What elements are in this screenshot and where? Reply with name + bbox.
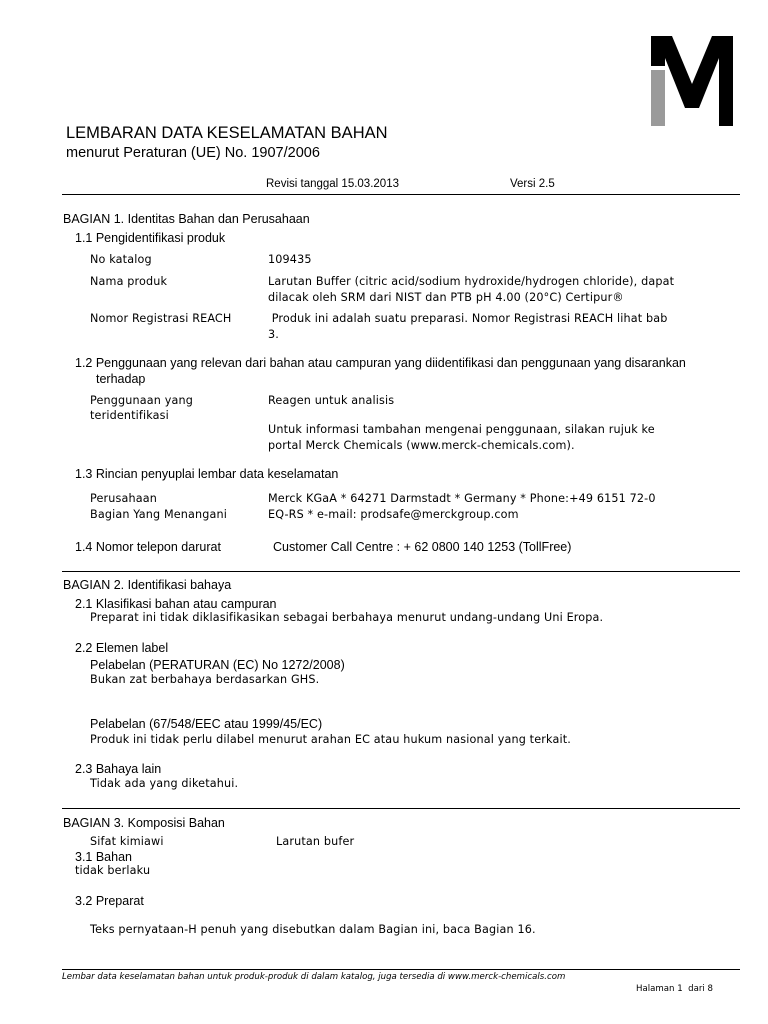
document-subtitle: menurut Peraturan (UE) No. 1907/2006 xyxy=(66,145,320,161)
identified-use-value: Reagen untuk analisis xyxy=(268,394,395,407)
subsection-1-1-heading: 1.1 Pengidentifikasi produk xyxy=(75,231,226,245)
section-1-divider xyxy=(62,571,740,572)
product-name-line-1: Larutan Buffer (citric acid/sodium hydroxide/hydrogen chloride), dapat xyxy=(268,275,675,288)
classification-text: Preparat ini tidak diklasifikasikan sebagai berbahaya menurut undang-undang Uni Eropa. xyxy=(90,611,604,624)
subsection-1-2-heading-line-2: terhadap xyxy=(96,372,146,386)
subsection-2-2-heading: 2.2 Elemen label xyxy=(75,641,169,655)
subsection-2-3-heading: 2.3 Bahaya lain xyxy=(75,762,162,776)
company-value: Merck KGaA * 64271 Darmstadt * Germany * Phone:+49 6151 72-0 xyxy=(268,492,656,505)
section-1-heading: BAGIAN 1. Identitas Bahan dan Perusahaan xyxy=(63,212,310,226)
mixture-text: Teks pernyataan-H penuh yang disebutkan dalam Bagian ini, baca Bagian 16. xyxy=(90,923,536,936)
chemical-nature-value: Larutan bufer xyxy=(276,835,355,848)
department-value: EQ-RS * e-mail: prodsafe@merckgroup.com xyxy=(268,508,519,521)
subsection-1-4-heading: 1.4 Nomor telepon darurat xyxy=(75,540,221,554)
merck-logo-icon xyxy=(650,36,734,126)
department-label: Bagian Yang Menangani xyxy=(90,508,228,521)
labelling-clp-text: Bukan zat berbahaya berdasarkan GHS. xyxy=(90,673,320,686)
reach-value-line-1: Produk ini adalah suatu preparasi. Nomor Registrasi REACH lihat bab xyxy=(268,312,668,325)
subsection-2-1-heading: 2.1 Klasifikasi bahan atau campuran xyxy=(75,597,277,611)
merck-logo xyxy=(650,36,734,126)
chemical-nature-label: Sifat kimiawi xyxy=(90,835,164,848)
labelling-dsd-text: Produk ini tidak perlu dilabel menurut arahan EC atau hukum nasional yang terkait. xyxy=(90,733,571,746)
header-divider xyxy=(62,194,740,195)
document-title: LEMBARAN DATA KESELAMATAN BAHAN xyxy=(66,124,388,142)
emergency-phone: Customer Call Centre : + 62 0800 140 1253 (TollFree) xyxy=(273,540,572,554)
reach-label: Nomor Registrasi REACH xyxy=(90,312,232,325)
catalog-label: No katalog xyxy=(90,253,152,266)
section-2-heading: BAGIAN 2. Identifikasi bahaya xyxy=(63,578,232,592)
subsection-1-2-heading-line-1: 1.2 Penggunaan yang relevan dari bahan atau campuran yang diidentifikasi dan penggunaan yang disarankan xyxy=(75,356,686,370)
section-3-heading: BAGIAN 3. Komposisi Bahan xyxy=(63,816,225,830)
labelling-dsd-heading: Pelabelan (67/548/EEC atau 1999/45/EC) xyxy=(90,717,323,731)
product-name-line-2: dilacak oleh SRM dari NIST dan PTB pH 4.00 (20°C) Certipur® xyxy=(268,291,624,304)
footer-note: Lembar data keselamatan bahan untuk produk-produk di dalam katalog, juga tersedia di www.merck-chemicals.com xyxy=(62,972,566,982)
additional-info-line-2: portal Merck Chemicals (www.merck-chemicals.com). xyxy=(268,439,575,452)
substance-text: tidak berlaku xyxy=(75,864,151,877)
labelling-clp-heading: Pelabelan (PERATURAN (EC) No 1272/2008) xyxy=(90,658,345,672)
product-name-label: Nama produk xyxy=(90,275,168,288)
additional-info-line-1: Untuk informasi tambahan mengenai penggunaan, silakan rujuk ke xyxy=(268,423,655,436)
other-hazards-text: Tidak ada yang diketahui. xyxy=(90,777,239,790)
identified-use-label-line-2: teridentifikasi xyxy=(90,409,169,422)
subsection-1-3-heading: 1.3 Rincian penyuplai lembar data keselamatan xyxy=(75,467,339,481)
section-2-divider xyxy=(62,808,740,809)
catalog-value: 109435 xyxy=(268,253,312,266)
subsection-3-1-heading: 3.1 Bahan xyxy=(75,850,132,864)
company-label: Perusahaan xyxy=(90,492,157,505)
footer-divider xyxy=(62,969,740,970)
reach-value-line-2: 3. xyxy=(268,328,279,341)
identified-use-label-line-1: Penggunaan yang xyxy=(90,394,193,407)
subsection-3-2-heading: 3.2 Preparat xyxy=(75,894,144,908)
page-number: Halaman 1 dari 8 xyxy=(636,984,713,994)
version: Versi 2.5 xyxy=(510,178,555,190)
revision-date: Revisi tanggal 15.03.2013 xyxy=(266,178,399,190)
